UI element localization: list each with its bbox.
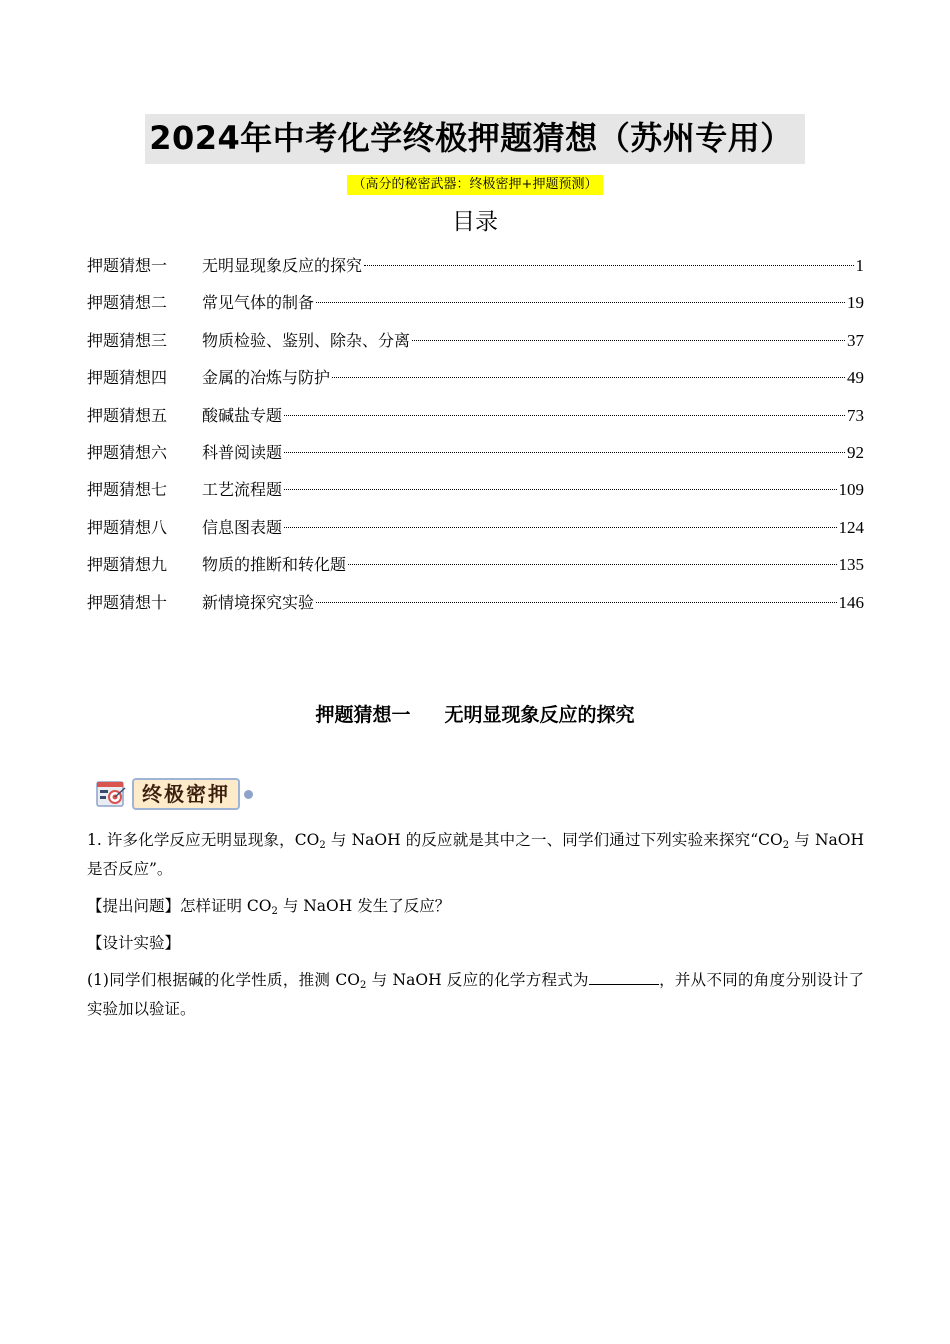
toc-item-title: 常见气体的制备 [202, 293, 315, 313]
toc-item-page: 109 [838, 480, 864, 500]
toc-item-label: 押题猜想五 [87, 405, 168, 425]
toc-item-label: 押题猜想六 [87, 442, 168, 462]
toc-item-title: 酸碱盐专题 [202, 405, 283, 425]
toc-dot-leader [316, 602, 836, 603]
document-subtitle: （高分的秘密武器：终极密押+押题预测） [347, 175, 604, 195]
question-body [87, 826, 864, 1032]
toc-item[interactable] [87, 440, 864, 477]
target-board-icon [94, 776, 130, 812]
toc-item-title: 物质的推断和转化题 [202, 555, 347, 575]
toc-item-title: 物质检验、鉴别、除杂、分离 [202, 330, 411, 350]
toc-item[interactable] [87, 552, 864, 589]
answer-blank[interactable] [589, 968, 659, 985]
toc-item-title: 工艺流程题 [202, 480, 283, 500]
toc-dot-leader [412, 340, 845, 341]
section-title: 无明显现象反应的探究 [444, 704, 635, 726]
question-paragraph-4: (1)同学们根据碱的化学性质，推测 $CO_2$ 与 NaOH 反应的化学方程式为 ，并从不同的角度分别设计了实验加以验证。 [87, 966, 864, 1024]
table-of-contents [87, 253, 864, 627]
toc-item[interactable] [87, 290, 864, 327]
toc-item-label: 押题猜想四 [87, 368, 168, 388]
badge-dot [244, 790, 253, 799]
title-container [0, 114, 950, 164]
toc-item-page: 1 [855, 256, 864, 275]
toc-item-page: 135 [838, 555, 864, 575]
toc-item-title: 科普阅读题 [202, 442, 283, 462]
toc-dot-leader [364, 265, 853, 266]
toc-dot-leader [316, 302, 845, 303]
subtitle-container [0, 173, 950, 195]
toc-item[interactable] [87, 590, 864, 627]
toc-item-page: 92 [847, 442, 864, 462]
question-paragraph-1: 1. 许多化学反应无明显现象，$CO_2$ 与 NaOH 的反应就是其中之一、同学们通过下列实验来探究“$CO_2$ 与 NaOH 是否反应”。 [87, 831, 864, 878]
toc-item-label: 押题猜想一 [87, 256, 168, 275]
toc-item-title: 无明显现象反应的探究 [202, 256, 363, 275]
toc-item-title: 金属的冶炼与防护 [202, 368, 331, 388]
toc-dot-leader [284, 527, 836, 528]
toc-item[interactable] [87, 328, 864, 365]
final-prediction-badge [94, 776, 253, 812]
toc-item-page: 19 [847, 293, 864, 313]
toc-dot-leader [284, 452, 845, 453]
toc-item-page: 73 [847, 405, 864, 425]
toc-item-label: 押题猜想十 [87, 592, 168, 612]
toc-dot-leader [284, 415, 845, 416]
toc-dot-leader [332, 377, 845, 378]
toc-item[interactable] [87, 477, 864, 514]
toc-dot-leader [348, 564, 836, 565]
section-label: 押题猜想一 [315, 704, 411, 726]
toc-item-page: 124 [838, 517, 864, 537]
toc-item-title: 信息图表题 [202, 517, 283, 537]
toc-item[interactable] [87, 365, 864, 402]
toc-item-label: 押题猜想三 [87, 330, 168, 350]
toc-item[interactable] [87, 403, 864, 440]
badge-label: 终极密押 [132, 778, 240, 810]
toc-item-label: 押题猜想七 [87, 480, 168, 500]
toc-item-label: 押题猜想八 [87, 517, 168, 537]
toc-item-label: 押题猜想九 [87, 555, 168, 575]
toc-item-page: 146 [838, 592, 864, 612]
toc-item-label: 押题猜想二 [87, 293, 168, 313]
toc-item-title: 新情境探究实验 [202, 592, 315, 612]
question-paragraph-2: 【提出问题】怎样证明 $CO_2$ 与 NaOH 发生了反应？ [87, 897, 451, 917]
toc-item-page: 49 [847, 368, 864, 388]
question-paragraph-3: 【设计实验】 [87, 934, 181, 952]
document-title: 2024年中考化学终极押题猜想（苏州专用） [145, 114, 805, 164]
toc-dot-leader [284, 489, 836, 490]
section-heading [0, 700, 950, 730]
toc-heading: 目录 [452, 209, 498, 235]
toc-item[interactable] [87, 515, 864, 552]
toc-item[interactable] [87, 253, 864, 290]
toc-item-page: 37 [847, 330, 864, 350]
